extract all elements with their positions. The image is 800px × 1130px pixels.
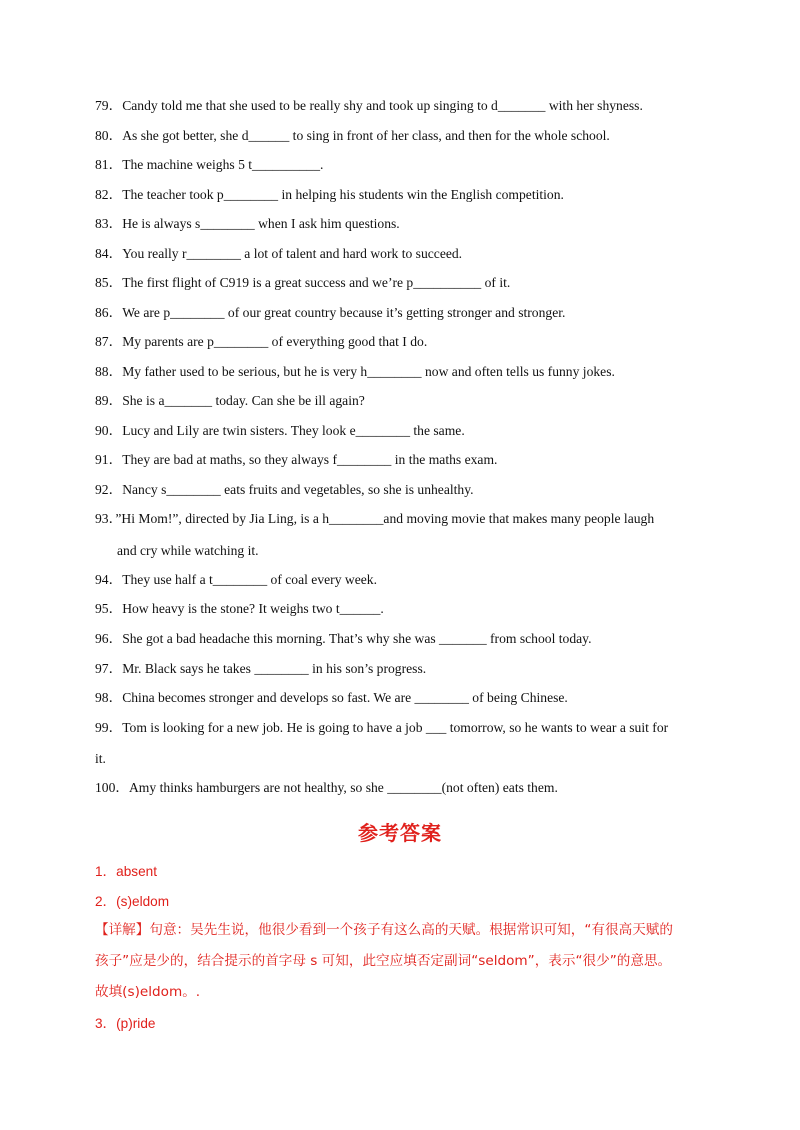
question-number: 92． [95, 482, 123, 497]
question-number: 79． [95, 98, 123, 113]
question-text: Candy told me that she used to be really shy and took up singing to d_______ with her shyness. [122, 98, 643, 113]
question-93 [95, 510, 654, 528]
question-number: 100． [95, 780, 129, 795]
answer-3: 3．(p)ride [95, 1016, 156, 1031]
question-number: 86． [95, 305, 123, 320]
question-98 [95, 689, 568, 707]
question-number: 81． [95, 157, 123, 172]
question-number: 90． [95, 423, 123, 438]
question-99 [95, 719, 668, 737]
question-text: He is always s________ when I ask him questions. [122, 216, 400, 231]
question-text: The machine weighs 5 t__________. [122, 157, 324, 172]
answer-2: 2．(s)eldom [95, 894, 170, 909]
question-number: 83． [95, 216, 123, 231]
question-90 [95, 422, 465, 440]
question-91 [95, 451, 497, 469]
question-number: 99． [95, 720, 123, 735]
question-79 [95, 97, 643, 115]
question-text: We are p________ of our great country because it’s getting stronger and stronger. [122, 305, 566, 320]
question-text: Tom is looking for a new job. He is going to have a job ___ tomorrow, so he wants to wear a suit for [122, 720, 669, 735]
question-text: The teacher took p________ in helping his students win the English competition. [122, 187, 564, 202]
question-100 [95, 779, 558, 797]
question-92 [95, 481, 474, 499]
question-text: Lucy and Lily are twin sisters. They look e________ the same. [122, 423, 465, 438]
question-87 [95, 333, 427, 351]
question-83 [95, 215, 400, 233]
explanation-line: 故填(s)eldom。. [95, 984, 201, 1000]
question-number: 96． [95, 631, 123, 646]
question-number: 88． [95, 364, 123, 379]
question-text: Nancy s________ eats fruits and vegetables, so she is unhealthy. [122, 482, 474, 497]
question-text: Amy thinks hamburgers are not healthy, so she ________(not often) eats them. [128, 780, 558, 795]
question-text: The first flight of C919 is a great success and we’re p__________ of it. [122, 275, 511, 290]
question-number: 94． [95, 572, 123, 587]
question-number: 85． [95, 275, 123, 290]
question-82 [95, 186, 564, 204]
question-99-continuation: it. [95, 751, 106, 766]
question-93-continuation: and cry while watching it. [117, 543, 259, 558]
question-number: 84． [95, 246, 123, 261]
question-text: They are bad at maths, so they always f________ in the maths exam. [122, 452, 498, 467]
question-84 [95, 245, 462, 263]
question-number: 93． [95, 511, 116, 526]
question-text: Mr. Black says he takes ________ in his son’s progress. [122, 661, 427, 676]
question-97 [95, 660, 426, 678]
question-89 [95, 392, 365, 410]
question-text: You really r________ a lot of talent and hard work to succeed. [122, 246, 463, 261]
answer-2-explanation [95, 915, 707, 1008]
question-number: 95． [95, 601, 123, 616]
question-text: China becomes stronger and develops so fast. We are ________ of being Chinese. [122, 690, 568, 705]
question-number: 87． [95, 334, 123, 349]
question-text: How heavy is the stone? It weighs two t______. [122, 601, 384, 616]
explanation-line: 【详解】句意：吴先生说，他很少看到一个孩子有这么高的天赋。根据常识可知，“有很高天赋的 [95, 922, 673, 938]
question-number: 91． [95, 452, 123, 467]
question-86 [95, 304, 565, 322]
question-number: 97． [95, 661, 123, 676]
question-81 [95, 156, 323, 174]
question-number: 98． [95, 690, 123, 705]
answer-1: 1．absent [95, 864, 157, 879]
question-88 [95, 363, 615, 381]
question-text: ”Hi Mom!”, directed by Jia Ling, is a h________and moving movie that makes many people laugh [115, 511, 655, 526]
question-number: 82． [95, 187, 123, 202]
question-text: As she got better, she d______ to sing in front of her class, and then for the whole school. [122, 128, 610, 143]
question-number: 80． [95, 128, 123, 143]
answer-heading: 参考答案 [358, 821, 442, 845]
question-text: My parents are p________ of everything good that I do. [122, 334, 428, 349]
question-text: She got a bad headache this morning. That’s why she was _______ from school today. [122, 631, 592, 646]
question-text: She is a_______ today. Can she be ill again? [122, 393, 365, 408]
question-text: They use half a t________ of coal every week. [122, 572, 377, 587]
question-95 [95, 600, 384, 618]
question-80 [95, 127, 610, 145]
question-85 [95, 274, 510, 292]
question-number: 89． [95, 393, 123, 408]
explanation-line: 孩子”应是少的，结合提示的首字母 s 可知，此空应填否定副词“seldom”，表示“很少”的意思。 [95, 953, 672, 969]
question-text: My father used to be serious, but he is very h________ now and often tells us funny jokes. [122, 364, 615, 379]
question-96 [95, 630, 591, 648]
question-94 [95, 571, 377, 589]
